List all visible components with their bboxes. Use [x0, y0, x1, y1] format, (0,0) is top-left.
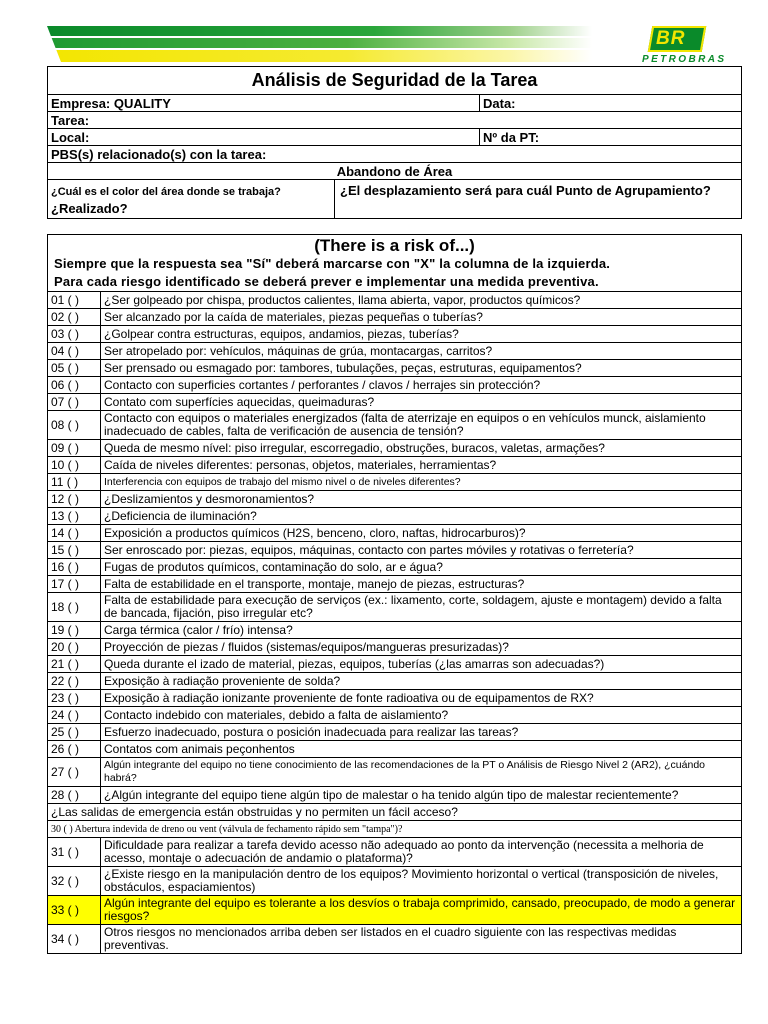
risk-title: (There is a risk of...)	[48, 235, 742, 256]
risk-text: ¿Ser golpeado por chispa, productos calientes, llama abierta, vapor, productos químicos?	[101, 292, 742, 309]
pt-number-field[interactable]: Nº da PT:	[480, 129, 742, 146]
risk-text: Esfuerzo inadecuado, postura o posición inadecuada para realizar las tareas?	[101, 724, 742, 741]
risk-checklist-table	[47, 234, 742, 954]
header-stripes	[47, 26, 592, 66]
logo-name: PETROBRAS	[642, 54, 727, 65]
assembly-point-question[interactable]: ¿El desplazamiento será para cuál Punto de Agrupamiento?	[335, 180, 742, 219]
empresa-field[interactable]: Empresa: QUALITY	[48, 95, 480, 112]
task-header-table	[47, 66, 742, 219]
risk-text: Fugas de produtos químicos, contaminação do solo, ar e água?	[101, 559, 742, 576]
risk-text: Exposição à radiação ionizante proveniente de fonte radioativa ou de equipamentos de RX?	[101, 690, 742, 707]
risk-text: Ser prensado ou esmagado por: tambores, tubulações, peças, estruturas, equipamentos?	[101, 360, 742, 377]
risk-checkbox[interactable]: 07 ( )	[48, 394, 101, 411]
risk-checkbox[interactable]: 27 ( )	[48, 758, 101, 787]
risk-checkbox[interactable]: 04 ( )	[48, 343, 101, 360]
risk-checkbox[interactable]: 15 ( )	[48, 542, 101, 559]
risk-text: Ser alcanzado por la caída de materiales, piezas pequeñas o tuberías?	[101, 309, 742, 326]
tarea-field[interactable]: Tarea:	[48, 112, 742, 129]
risk-checkbox[interactable]: 06 ( )	[48, 377, 101, 394]
risk-text: Contacto indebido con materiales, debido a falta de aislamiento?	[101, 707, 742, 724]
risk-text: ¿Algún integrante del equipo tiene algún tipo de malestar o ha tenido algún tipo de malestar recientemente?	[101, 787, 742, 804]
risk-text: ¿Golpear contra estructuras, equipos, andamios, piezas, tuberías?	[101, 326, 742, 343]
risk-text: Exposição à radiação proveniente de solda?	[101, 673, 742, 690]
risk-checkbox[interactable]: 11 ( )	[48, 474, 101, 491]
risk-text: Algún integrante del equipo no tiene conocimiento de las recomendaciones de la PT o Análisis de Riesgo Nivel 2 (AR2), ¿cuándo habrá?	[101, 758, 742, 787]
risk-checkbox[interactable]: 28 ( )	[48, 787, 101, 804]
risk-text: Queda de mesmo nível: piso irregular, escorregadio, obstruções, buracos, valetas, armações?	[101, 440, 742, 457]
instruction-line-1: Siempre que la respuesta sea "Sí" deberá marcarse con "X" la columna de la izquierda.	[54, 256, 611, 271]
risk-checkbox[interactable]: 23 ( )	[48, 690, 101, 707]
risk-text: Interferencia con equipos de trabajo del mismo nivel o de niveles diferentes?	[101, 474, 742, 491]
area-color-cell[interactable]	[48, 180, 335, 219]
logo-mark: BR	[656, 28, 686, 49]
risk-text: Proyección de piezas / fluidos (sistemas/equipos/mangueras presurizadas)?	[101, 639, 742, 656]
risk-text: Queda durante el izado de material, piezas, equipos, tuberías (¿las amarras son adecuadas?)	[101, 656, 742, 673]
risk-checkbox[interactable]: 33 ( )	[48, 896, 101, 925]
risk-text: Carga térmica (calor / frío) intensa?	[101, 622, 742, 639]
risk-checkbox[interactable]: 16 ( )	[48, 559, 101, 576]
risk-checkbox[interactable]: 09 ( )	[48, 440, 101, 457]
risk-text: Contacto con superficies cortantes / perforantes / clavos / herrajes sin protección?	[101, 377, 742, 394]
risk-checkbox[interactable]: 32 ( )	[48, 867, 101, 896]
risk-checkbox[interactable]: 08 ( )	[48, 411, 101, 440]
risk-checkbox[interactable]: 19 ( )	[48, 622, 101, 639]
risk-checkbox[interactable]: 24 ( )	[48, 707, 101, 724]
risk-text: Otros riesgos no mencionados arriba deben ser listados en el cuadro siguiente con las respectivas medidas preventivas.	[101, 925, 742, 954]
risk-instructions	[48, 255, 742, 292]
instruction-line-2: Para cada riesgo identificado se deberá prever e implementar una medida preventiva.	[54, 274, 599, 289]
risk-text: Falta de estabilidade para execução de serviços (ex.: lixamento, corte, soldagem, ajuste e montagem) devido a falta de bancada, fijación, piso irregular etc?	[101, 593, 742, 622]
risk-checkbox[interactable]: 25 ( )	[48, 724, 101, 741]
pbs-field[interactable]: PBS(s) relacionado(s) con la tarea:	[48, 146, 742, 163]
risk-checkbox[interactable]: 18 ( )	[48, 593, 101, 622]
risk-text: Abertura indevida de dreno ou vent (válvula de fechamento rápido sem "tampa")?	[74, 823, 403, 835]
risk-checkbox[interactable]: 22 ( )	[48, 673, 101, 690]
risk-checkbox[interactable]: 31 ( )	[48, 838, 101, 867]
area-color-question: ¿Cuál es el color del área donde se trabaja?	[51, 185, 281, 198]
risk-checkbox[interactable]: 05 ( )	[48, 360, 101, 377]
risk-checkbox[interactable]: 02 ( )	[48, 309, 101, 326]
risk-text: Ser enroscado por: piezas, equipos, máquinas, contacto con partes móviles y rotativas o ferretería?	[101, 542, 742, 559]
risk-text: ¿Deslizamientos y desmoronamientos?	[101, 491, 742, 508]
risk-text: ¿Existe riesgo en la manipulación dentro de los equipos? Movimiento horizontal o vertical (transposición de niveles, obstáculos, espaciamientos)	[101, 867, 742, 896]
risk-text-highlighted: Algún integrante del equipo es tolerante a los desvíos o trabaja comprimido, cansado, preocupado, de modo a generar riesgos?	[101, 896, 742, 925]
risk-text: Dificuldade para realizar a tarefa devido acesso não adequado ao ponto da intervenção (necessita a melhoria de acesso, montaje o adecuación de andamio o plataforma)?	[101, 838, 742, 867]
risk-text: Caída de niveles diferentes: personas, objetos, materiales, herramientas?	[101, 457, 742, 474]
risk-checkbox[interactable]: 14 ( )	[48, 525, 101, 542]
risk-text: Exposición a productos químicos (H2S, benceno, cloro, naftas, hidrocarburos)?	[101, 525, 742, 542]
risk-checkbox[interactable]: 13 ( )	[48, 508, 101, 525]
data-field[interactable]: Data:	[480, 95, 742, 112]
risk-checkbox[interactable]: 10 ( )	[48, 457, 101, 474]
page-title: Análisis de Seguridad de la Tarea	[48, 67, 742, 95]
risk-item-30[interactable]	[48, 821, 742, 838]
risk-checkbox[interactable]: 12 ( )	[48, 491, 101, 508]
petrobras-logo	[642, 26, 740, 66]
risk-checkbox[interactable]: 01 ( )	[48, 292, 101, 309]
abandono-heading: Abandono de Área	[48, 163, 742, 180]
risk-checkbox[interactable]: 30 ( )	[51, 823, 73, 835]
local-field[interactable]: Local:	[48, 129, 480, 146]
risk-text: Contacto con equipos o materiales energizados (falta de aterrizaje en equipos o en vehículos munck, aislamiento inadecuado de cables, falta de verificación de ausencia de tensión?	[101, 411, 742, 440]
risk-checkbox[interactable]: 17 ( )	[48, 576, 101, 593]
risk-checkbox[interactable]: 34 ( )	[48, 925, 101, 954]
risk-checkbox[interactable]: 20 ( )	[48, 639, 101, 656]
risk-text: Contatos com animais peçonhentos	[101, 741, 742, 758]
risk-text: ¿Deficiencia de iluminación?	[101, 508, 742, 525]
risk-checkbox[interactable]: 03 ( )	[48, 326, 101, 343]
realizado-question: ¿Realizado?	[51, 200, 128, 216]
risk-text: Contato com superfícies aquecidas, queimaduras?	[101, 394, 742, 411]
risk-text: Falta de estabilidade en el transporte, montaje, manejo de piezas, estructuras?	[101, 576, 742, 593]
risk-text: ¿Las salidas de emergencia están obstruidas y no permiten un fácil acceso?	[48, 804, 742, 821]
risk-checkbox[interactable]: 26 ( )	[48, 741, 101, 758]
risk-checkbox[interactable]: 21 ( )	[48, 656, 101, 673]
risk-text: Ser atropelado por: vehículos, máquinas de grúa, montacargas, carritos?	[101, 343, 742, 360]
